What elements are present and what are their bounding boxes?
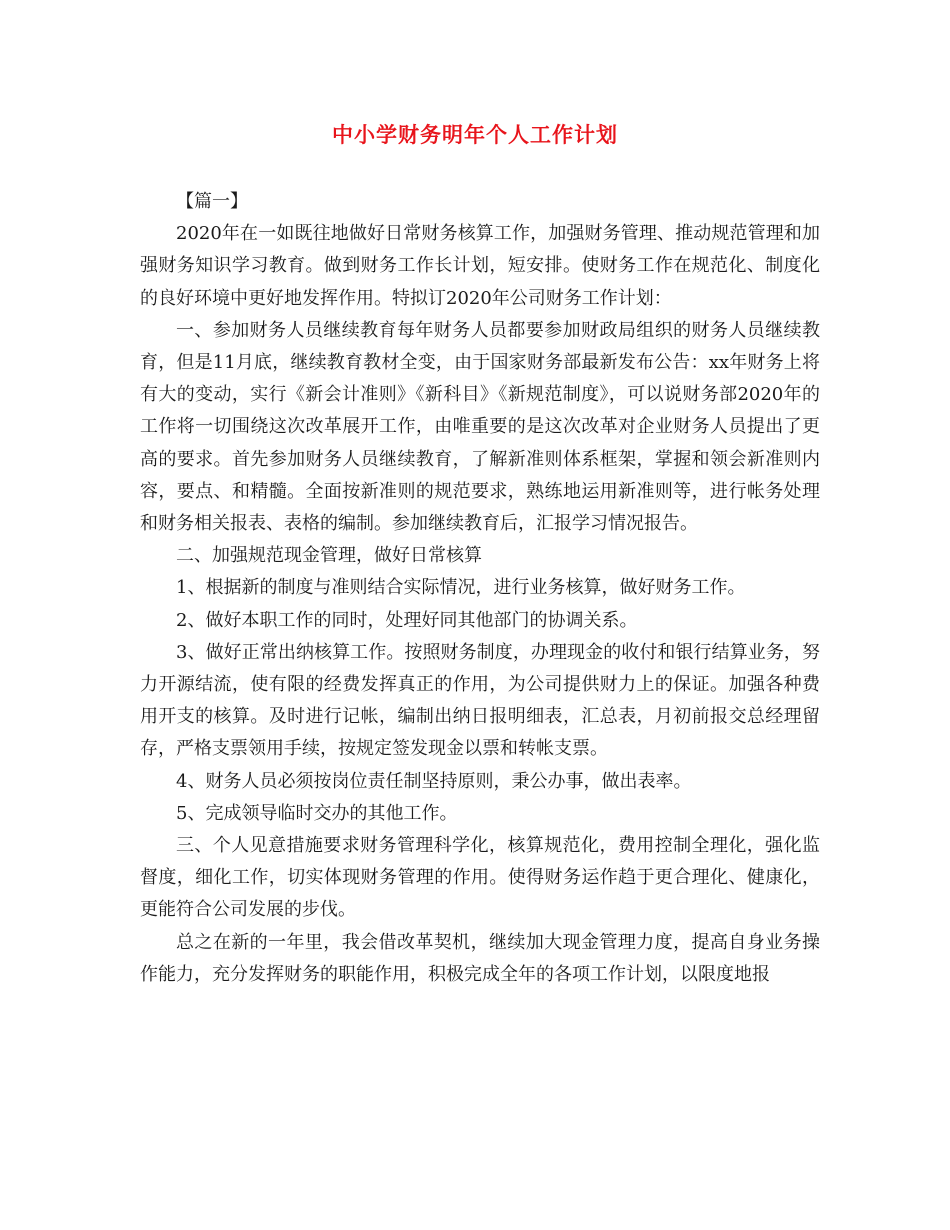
paragraph-continuing-education: 一、参加财务人员继续教育每年财务人员都要参加财政局组织的财务人员继续教育，但是11月底，继续教育教材全变，由于国家财务部最新发布公告：xx年财务上将有大的变动，实行《新会计准则》《新科目》《新规范制度》，可以说财务部2020年的工作将一切围绕这次改革展开工作，由唯重要的是这次改革对企业财务人员提出了更高的要求。首先参加财务人员继续教育，了解新准则体系框架，掌握和领会新准则内容，要点、和精髓。全面按新准则的规范要求，熟练地运用新准则等，进行帐务处理和财务相关报表、表格的编制。参加继续教育后，汇报学习情况报告。 bbox=[140, 319, 820, 535]
section-heading-cash-management: 二、加强规范现金管理，做好日常核算 bbox=[176, 545, 482, 567]
list-item-1: 1、根据新的制度与准则结合实际情况，进行业务核算，做好财务工作。 bbox=[176, 577, 746, 599]
paragraph-intro: 2020年在一如既往地做好日常财务核算工作，加强财务管理、推动规范管理和加强财务知识学习教育。做到财务工作长计划，短安排。使财务工作在规范化、制度化的良好环境中更好地发挥作用。特拟订2020年公司财务工作计划： bbox=[140, 223, 820, 309]
paragraph-personal-measures: 三、个人见意措施要求财务管理科学化，核算规范化，费用控制全理化，强化监督度，细化工作，切实体现财务管理的作用。使得财务运作趋于更合理化、健康化，更能符合公司发展的步伐。 bbox=[140, 835, 820, 921]
list-item-5: 5、完成领导临时交办的其他工作。 bbox=[176, 802, 458, 824]
list-item-4: 4、财务人员必须按岗位责任制坚持原则，秉公办事，做出表率。 bbox=[176, 770, 692, 792]
section-heading-part-one: 【篇一】 bbox=[176, 191, 248, 212]
paragraph-conclusion: 总之在新的一年里，我会借改革契机，继续加大现金管理力度，提高自身业务操作能力，充分发挥财务的职能作用，积极完成全年的各项工作计划，以限度地报 bbox=[140, 931, 820, 985]
list-item-3: 3、做好正常出纳核算工作。按照财务制度，办理现金的收付和银行结算业务，努力开源结流，使有限的经费发挥真正的作用，为公司提供财力上的保证。加强各种费用开支的核算。及时进行记帐，编制出纳日报明细表，汇总表，月初前报交总经理留存，严格支票领用手续，按规定签发现金以票和转帐支票。 bbox=[140, 641, 820, 760]
document-title: 中小学财务明年个人工作计划 bbox=[332, 122, 618, 147]
list-item-2: 2、做好本职工作的同时，处理好同其他部门的协调关系。 bbox=[176, 609, 638, 631]
document-body bbox=[140, 186, 820, 991]
